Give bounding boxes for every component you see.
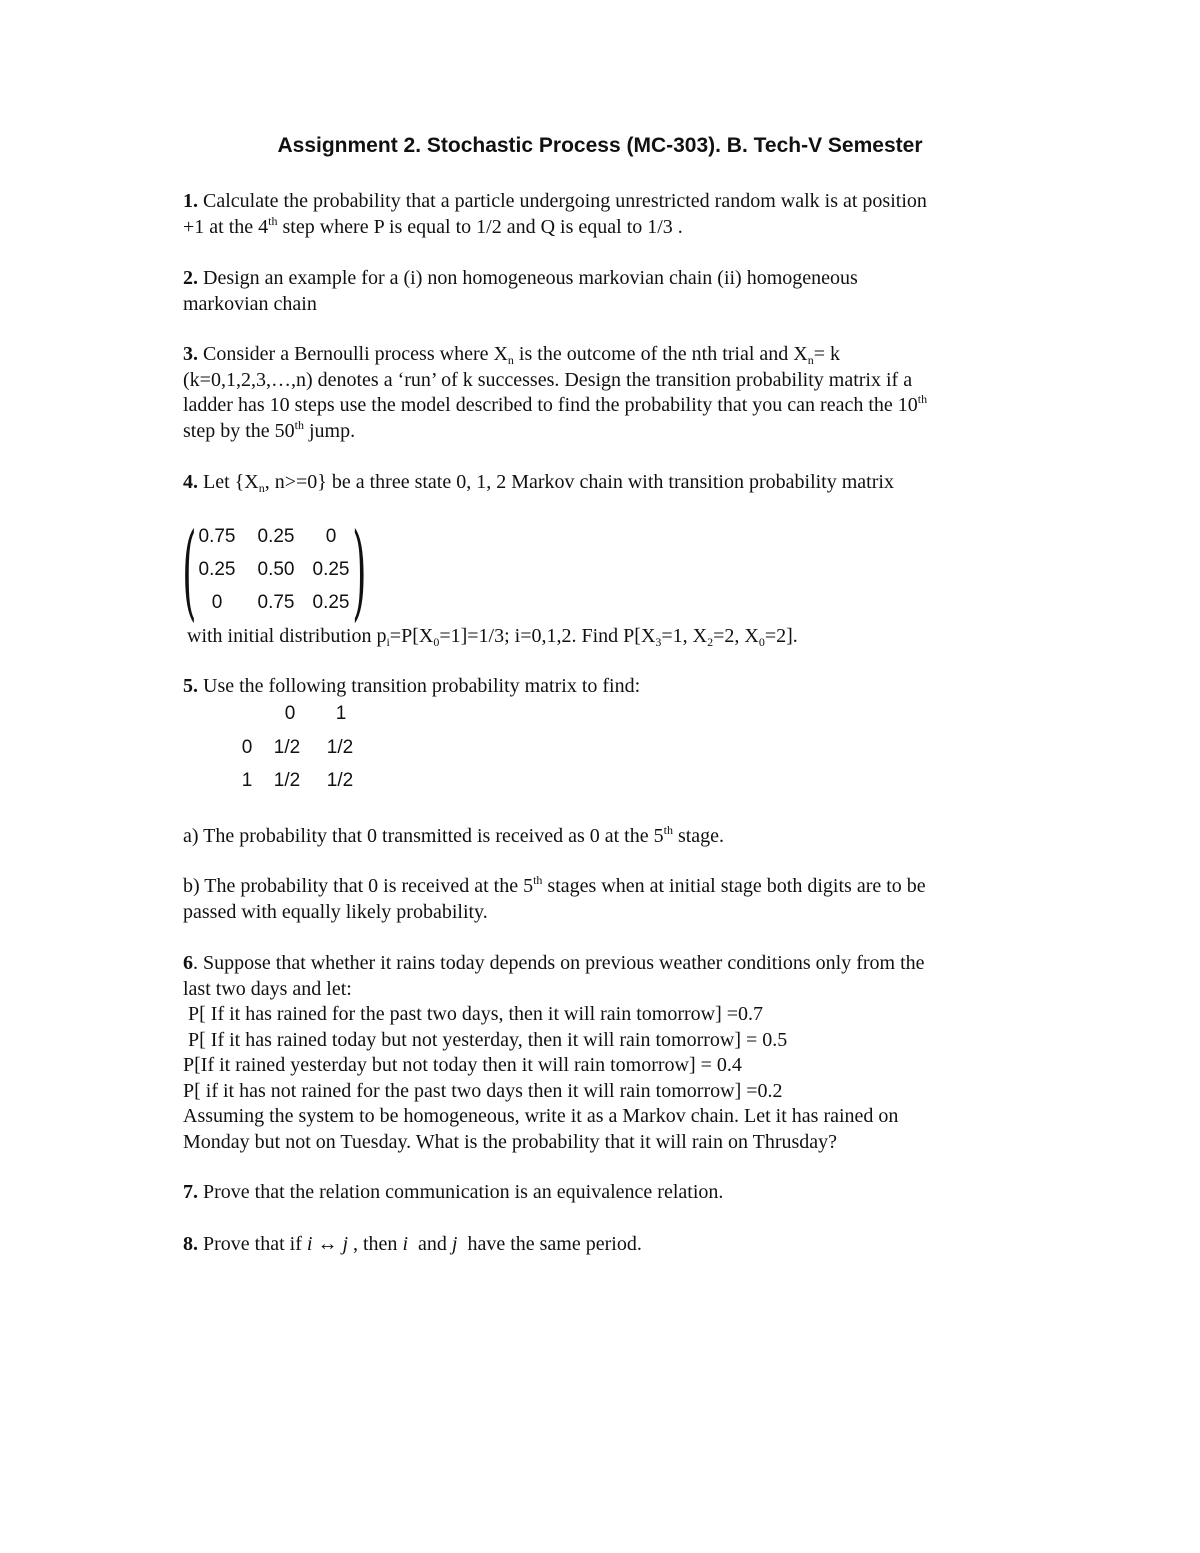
- superscript: th: [294, 417, 304, 432]
- question-number: 4.: [183, 471, 198, 493]
- transition-matrix: [182, 510, 369, 632]
- superscript: th: [917, 392, 928, 406]
- subscript: 0: [758, 635, 765, 649]
- subscript: 2: [707, 635, 714, 649]
- q3-text: is the outcome of the nth trial and X: [513, 343, 808, 365]
- q1-text-line1: Calculate the probability that a particle undergoing unrestricted random walk is at position: [203, 190, 927, 212]
- left-parenthesis: (: [182, 510, 197, 632]
- subscript: n: [507, 353, 514, 367]
- subscript: n: [807, 353, 814, 367]
- question-number: 8.: [183, 1233, 198, 1255]
- subscript: i: [386, 635, 390, 649]
- table-cell: 1/2: [326, 737, 354, 758]
- q4-text: with initial distribution p: [187, 625, 387, 647]
- q5b-text: b) The probability that 0 is received at the 5: [183, 875, 534, 897]
- right-parenthesis: ): [352, 510, 367, 632]
- q4-text: Let {X: [203, 471, 259, 493]
- question-6: [183, 951, 1023, 1155]
- matrix-cell: 0.50: [257, 559, 295, 580]
- question-number: 6: [183, 952, 193, 974]
- question-8: [183, 1232, 1023, 1258]
- q5a-text-end: stage.: [672, 825, 725, 847]
- q4-text: =2, X: [713, 625, 759, 647]
- math-var-j: j: [342, 1233, 348, 1255]
- q6-line: P[ If it has rained for the past two days, then it will rain tomorrow] =0.7: [183, 1003, 764, 1025]
- q5-part-b: [183, 874, 1023, 925]
- q6-line: P[ If it has rained today but not yesterday, then it will rain tomorrow] = 0.5: [183, 1028, 788, 1051]
- question-number: 3.: [183, 343, 198, 365]
- q3-text-line4: step by the 50: [183, 419, 295, 442]
- q6-line: P[ if it has not rained for the past two days then it will rain tomorrow] =0.2: [183, 1079, 783, 1102]
- matrix-cell: 0.25: [257, 526, 295, 547]
- math-var-i: i: [402, 1233, 408, 1255]
- q3-text-line3: ladder has 10 steps use the model described to find the probability that you can reach the 10: [183, 394, 918, 416]
- q1-text-line2: +1 at the 4: [183, 215, 269, 238]
- matrix-cell: 0: [211, 592, 223, 613]
- q5-text-line1: Use the following transition probability matrix to find:: [203, 675, 641, 697]
- q2-text-line1: Design an example for a (i) non homogeneous markovian chain (ii) homogeneous: [203, 267, 858, 289]
- question-number: 1.: [183, 190, 198, 212]
- question-number: 2.: [183, 267, 198, 289]
- q3-text-line2: (k=0,1,2,3,…,n) denotes a ‘run’ of k successes. Design the transition probability matrix if a: [183, 368, 913, 391]
- q5b-text-line2: passed with equally likely probability.: [183, 900, 488, 923]
- q8-text: , then: [348, 1233, 403, 1255]
- page-title: Assignment 2. Stochastic Process (MC-303). B. Tech-V Semester: [277, 134, 923, 157]
- bidirectional-arrow: ↔: [312, 1233, 343, 1255]
- matrix-cell: 0.25: [312, 559, 350, 580]
- table-col-header: 1: [335, 703, 347, 724]
- matrix-cell: 0: [325, 526, 337, 547]
- subscript: 0: [433, 635, 440, 649]
- q4-initial-distribution: [187, 624, 1027, 650]
- table-col-header: 0: [284, 703, 296, 724]
- q3-text-line4-end: jump.: [304, 419, 356, 442]
- q3-text: Consider a Bernoulli process where X: [203, 343, 508, 365]
- q8-text: and: [408, 1233, 452, 1255]
- question-3: [183, 342, 1023, 444]
- superscript: th: [268, 213, 278, 228]
- table-cell: 1/2: [326, 770, 354, 791]
- q4-text: =P[X: [389, 625, 434, 647]
- q4-text: , n>=0} be a three state 0, 1, 2 Markov chain with transition probability matrix: [264, 471, 894, 493]
- q6-line: Assuming the system to be homogeneous, write it as a Markov chain. Let it has rained on: [183, 1105, 899, 1127]
- q4-text: =2].: [764, 625, 798, 647]
- question-number: 7.: [183, 1181, 198, 1203]
- matrix-cell: 0.25: [312, 592, 350, 613]
- q6-line: last two days and let:: [183, 977, 352, 1000]
- q6-line: . Suppose that whether it rains today depends on previous weather conditions only from the: [193, 952, 925, 974]
- q5-transition-table: [222, 703, 382, 803]
- q8-text: Prove that if: [203, 1233, 307, 1255]
- matrix-cell: 0.75: [257, 592, 295, 613]
- math-var-i: i: [306, 1233, 313, 1255]
- q3-text: = k: [813, 343, 841, 365]
- subscript: n: [258, 481, 265, 495]
- superscript: th: [533, 873, 543, 887]
- q8-text: have the same period.: [457, 1233, 642, 1255]
- q5-part-a: [183, 824, 1023, 850]
- q2-text-line2: markovian chain: [183, 292, 317, 315]
- table-row-label: 1: [241, 770, 253, 791]
- matrix-cell: 0.25: [198, 559, 236, 580]
- table-row-label: 0: [241, 737, 253, 758]
- q5a-text: a) The probability that 0 transmitted is received as 0 at the 5: [183, 825, 664, 847]
- q4-text: =1]=1/3; i=0,1,2. Find P[X: [439, 625, 656, 647]
- table-cell: 1/2: [273, 737, 301, 758]
- superscript: th: [663, 823, 673, 837]
- subscript: 3: [655, 635, 662, 649]
- q6-line: Monday but not on Tuesday. What is the probability that it will rain on Thrusday?: [183, 1130, 838, 1153]
- q6-line: P[If it rained yesterday but not today then it will rain tomorrow] = 0.4: [183, 1054, 742, 1076]
- q7-text: Prove that the relation communication is an equivalence relation.: [203, 1181, 724, 1203]
- matrix-cell: 0.75: [198, 526, 236, 547]
- q5b-text-end: stages when at initial stage both digits are to be: [542, 875, 926, 897]
- q4-text: =1, X: [661, 625, 708, 647]
- math-var-j: j: [451, 1233, 458, 1255]
- q1-text-line2-end: step where P is equal to 1/2 and Q is equal to 1/3 .: [277, 215, 683, 238]
- question-5: [183, 674, 1023, 700]
- question-4: [183, 470, 1023, 496]
- table-cell: 1/2: [273, 770, 301, 791]
- question-1: [183, 189, 1023, 240]
- question-7: [183, 1180, 1023, 1206]
- question-number: 5.: [183, 675, 198, 697]
- question-2: [183, 266, 1023, 317]
